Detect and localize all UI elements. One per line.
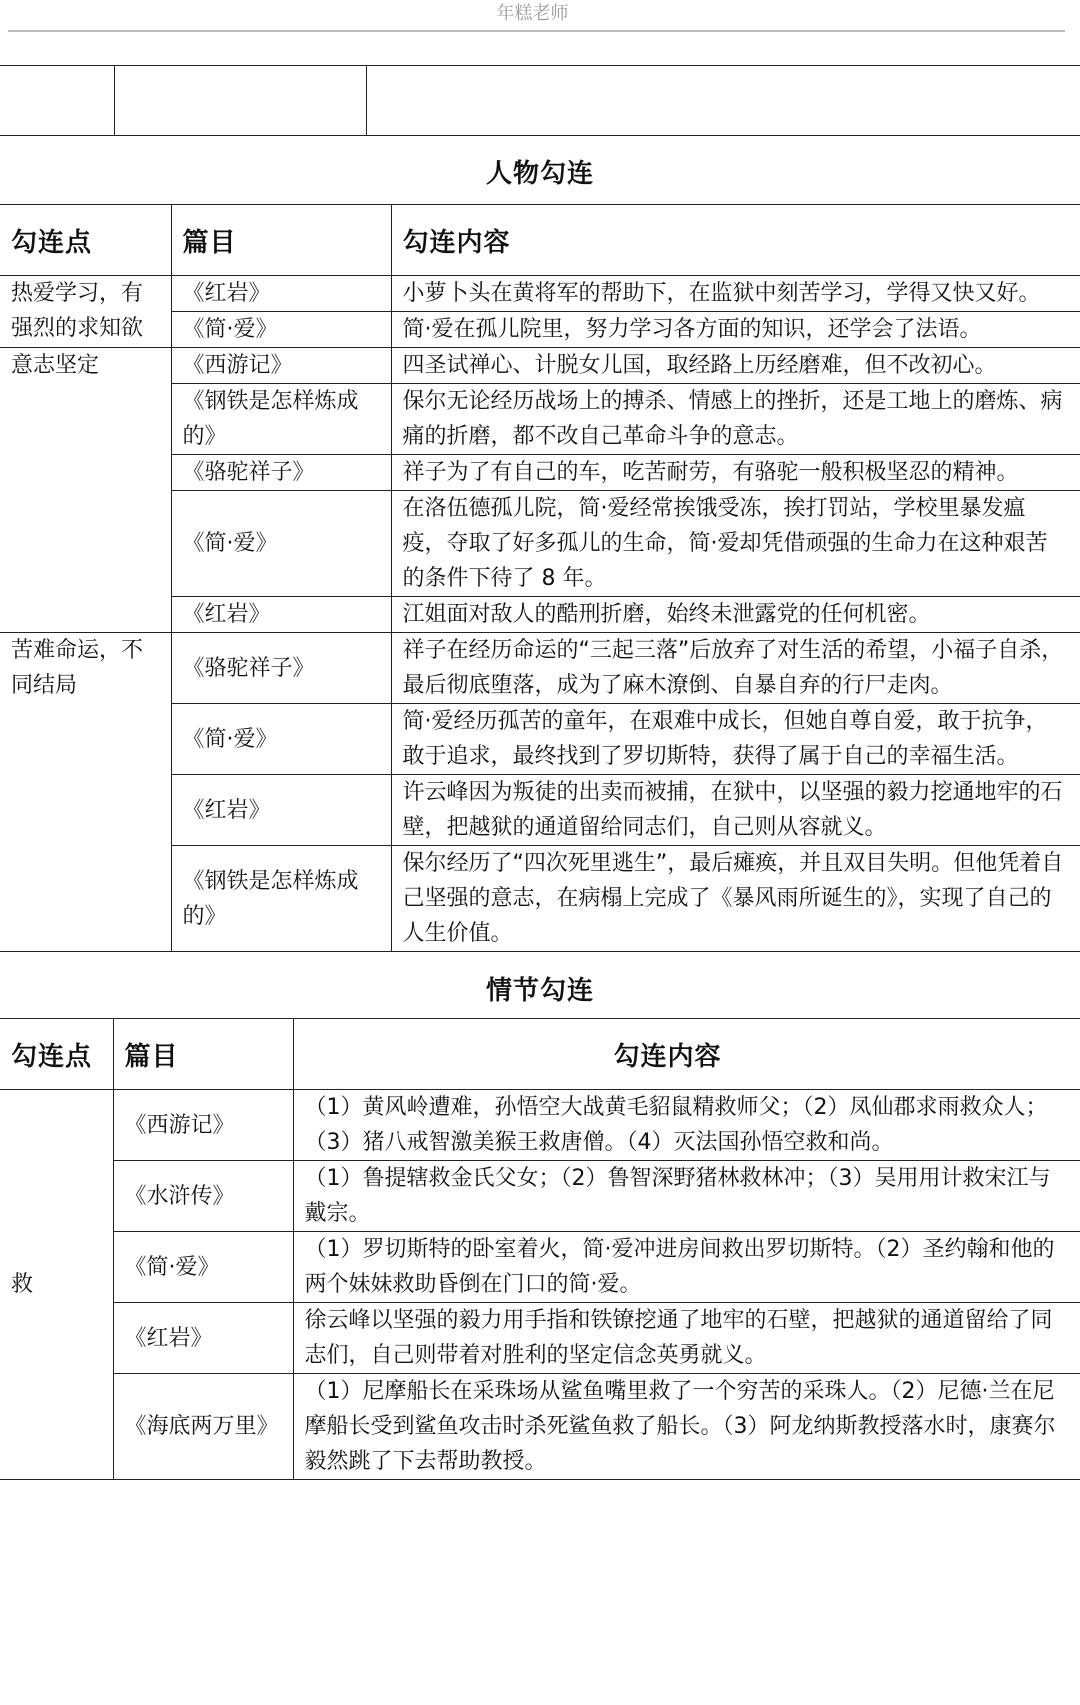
content-cell: 四圣试禅心、计脱女儿国，取经路上历经磨难，但不改初心。 xyxy=(391,348,1080,384)
column-header-point: 勾连点 xyxy=(0,205,171,276)
column-header-book: 篇目 xyxy=(113,1019,293,1090)
section-title-plots: 情节勾连 xyxy=(485,976,594,1006)
book-cell: 《简·爱》 xyxy=(171,312,391,348)
point-cell: 意志坚定 xyxy=(0,348,171,633)
column-header-content: 勾连内容 xyxy=(391,205,1080,276)
point-cell: 热爱学习，有强烈的求知欲 xyxy=(0,276,171,348)
content-cell: （1）黄风岭遭难，孙悟空大战黄毛貂鼠精救师父；（2）凤仙郡求雨救众人；（3）猪八戒智激美猴王救唐僧。（4）灭法国孙悟空救和尚。 xyxy=(293,1090,1080,1161)
content-cell: 在洛伍德孤儿院，简·爱经常挨饿受冻，挨打罚站，学校里暴发瘟疫，夺取了好多孤儿的生命，简·爱却凭借顽强的生命力在这种艰苦的条件下待了 8 年。 xyxy=(391,491,1080,597)
characters-table xyxy=(0,204,1080,952)
content-cell: 简·爱在孤儿院里，努力学习各方面的知识，还学会了法语。 xyxy=(391,312,1080,348)
table-header-row xyxy=(0,205,1080,276)
column-header-content: 勾连内容 xyxy=(293,1019,1080,1090)
content-cell: 保尔经历了“四次死里逃生”，最后瘫痪，并且双目失明。但他凭着自己坚强的意志，在病榻上完成了《暴风雨所诞生的》，实现了自己的人生价值。 xyxy=(391,846,1080,952)
table-row xyxy=(0,1303,1080,1374)
table-row xyxy=(0,1374,1080,1480)
content-cell: 许云峰因为叛徒的出卖而被捕，在狱中，以坚强的毅力挖通地牢的石壁，把越狱的通道留给同志们，自己则从容就义。 xyxy=(391,775,1080,846)
book-cell: 《简·爱》 xyxy=(171,491,391,597)
content-cell: （1）尼摩船长在采珠场从鲨鱼嘴里救了一个穷苦的采珠人。（2）尼德·兰在尼摩船长受到鲨鱼攻击时杀死鲨鱼救了船长。（3）阿龙纳斯教授落水时，康赛尔毅然跳了下去帮助教授。 xyxy=(293,1374,1080,1480)
content-cell: 江姐面对敌人的酷刑折磨，始终未泄露党的任何机密。 xyxy=(391,597,1080,633)
content-cell: 祥子为了有自己的车，吃苦耐劳，有骆驼一般积极坚忍的精神。 xyxy=(391,455,1080,491)
table-row xyxy=(0,276,1080,312)
book-cell: 《简·爱》 xyxy=(171,704,391,775)
table-row xyxy=(0,348,1080,384)
book-cell: 《红岩》 xyxy=(171,276,391,312)
empty-cell xyxy=(366,66,1080,136)
section-title-characters: 人物勾连 xyxy=(485,159,594,189)
plots-table xyxy=(0,1018,1080,1480)
empty-cell xyxy=(114,66,366,136)
column-header-point: 勾连点 xyxy=(0,1019,113,1090)
table-row xyxy=(0,633,1080,704)
book-cell: 《红岩》 xyxy=(171,775,391,846)
book-cell: 《骆驼祥子》 xyxy=(171,455,391,491)
content-cell: 祥子在经历命运的“三起三落”后放弃了对生活的希望，小福子自杀，最后彻底堕落，成为了麻木潦倒、自暴自弃的行尸走肉。 xyxy=(391,633,1080,704)
empty-table-fragment xyxy=(0,65,1080,136)
book-cell: 《简·爱》 xyxy=(113,1232,293,1303)
table-row xyxy=(0,1232,1080,1303)
empty-cell xyxy=(0,66,114,136)
point-cell: 救 xyxy=(0,1090,113,1480)
book-cell: 《骆驼祥子》 xyxy=(171,633,391,704)
table-row xyxy=(0,1161,1080,1232)
book-cell: 《水浒传》 xyxy=(113,1161,293,1232)
page-header-author: 年糕老师 xyxy=(496,3,569,24)
content-cell: （1）罗切斯特的卧室着火，简·爱冲进房间救出罗切斯特。（2）圣约翰和他的两个妹妹救助昏倒在门口的简·爱。 xyxy=(293,1232,1080,1303)
header-divider xyxy=(8,30,1065,32)
table-header-row xyxy=(0,1019,1080,1090)
content-cell: （1）鲁提辖救金氏父女；（2）鲁智深野猪林救林冲；（3）吴用用计救宋江与戴宗。 xyxy=(293,1161,1080,1232)
book-cell: 《钢铁是怎样炼成的》 xyxy=(171,384,391,455)
book-cell: 《西游记》 xyxy=(113,1090,293,1161)
point-cell: 苦难命运，不同结局 xyxy=(0,633,171,952)
table-row xyxy=(0,1090,1080,1161)
book-cell: 《海底两万里》 xyxy=(113,1374,293,1480)
content-cell: 小萝卜头在黄将军的帮助下，在监狱中刻苦学习，学得又快又好。 xyxy=(391,276,1080,312)
content-cell: 简·爱经历孤苦的童年，在艰难中成长，但她自尊自爱，敢于抗争，敢于追求，最终找到了罗切斯特，获得了属于自己的幸福生活。 xyxy=(391,704,1080,775)
table-row xyxy=(0,66,1080,136)
book-cell: 《红岩》 xyxy=(113,1303,293,1374)
content-cell: 徐云峰以坚强的毅力用手指和铁镣挖通了地牢的石壁，把越狱的通道留给了同志们，自己则带着对胜利的坚定信念英勇就义。 xyxy=(293,1303,1080,1374)
column-header-book: 篇目 xyxy=(171,205,391,276)
book-cell: 《西游记》 xyxy=(171,348,391,384)
content-cell: 保尔无论经历战场上的搏杀、情感上的挫折，还是工地上的磨炼、病痛的折磨，都不改自己革命斗争的意志。 xyxy=(391,384,1080,455)
book-cell: 《红岩》 xyxy=(171,597,391,633)
book-cell: 《钢铁是怎样炼成的》 xyxy=(171,846,391,952)
